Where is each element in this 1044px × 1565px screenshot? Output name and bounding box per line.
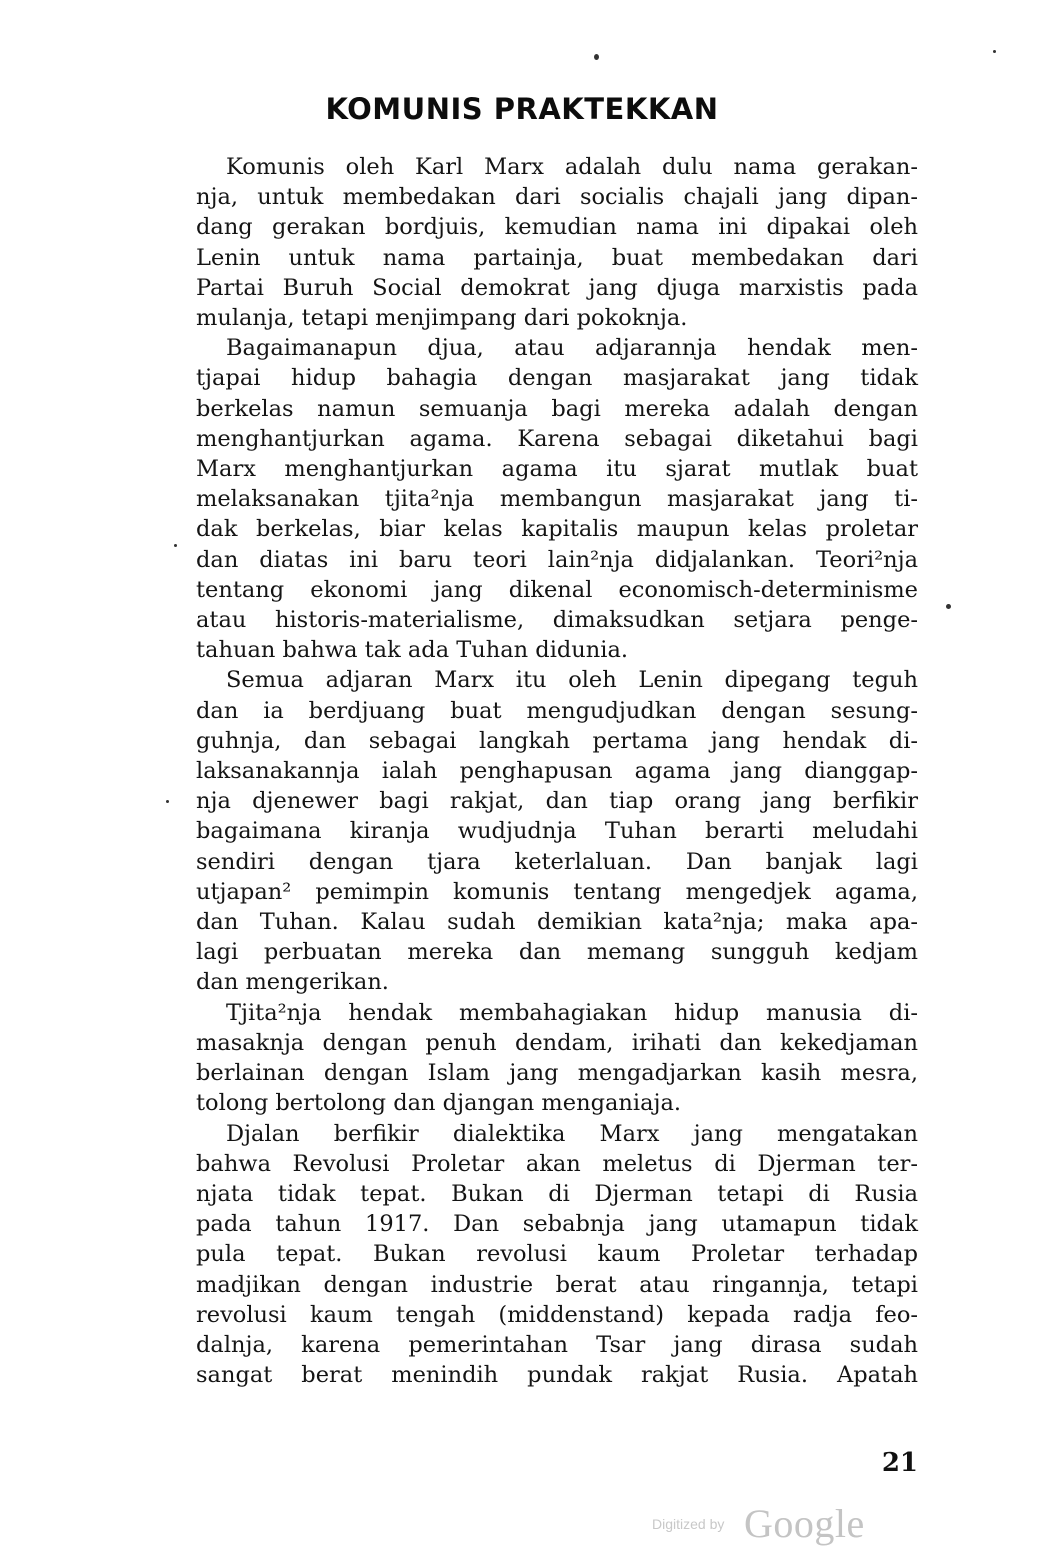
body-text xyxy=(196,152,918,1390)
page-number: 21 xyxy=(881,1448,918,1478)
text-line: utjapan² pemimpin komunis tentang mengedjek agama, xyxy=(196,878,918,905)
text-line: madjikan dengan industrie berat atau ringannja, tetapi xyxy=(196,1271,918,1298)
scan-speck xyxy=(166,800,169,803)
page-title: KOMUNIS PRAKTEKKAN xyxy=(325,92,719,126)
paragraph xyxy=(196,152,918,333)
text-line: dalnja, karena pemerintahan Tsar jang dirasa sudah xyxy=(196,1331,918,1358)
text-line: melaksanakan tjita²nja membangun masjarakat jang ti- xyxy=(196,486,918,513)
text-line: nja, untuk membedakan dari socialis chajali jang dipan- xyxy=(196,184,918,211)
text-line: sendiri dengan tjara keterlaluan. Dan banjak lagi xyxy=(196,848,918,875)
text-line: dan ia berdjuang buat mengudjudkan dengan sesung- xyxy=(196,697,918,724)
text-line: Partai Buruh Social demokrat jang djuga marxistis pada xyxy=(196,274,918,301)
text-line: dang gerakan bordjuis, kemudian nama ini dipakai oleh xyxy=(196,214,918,241)
text-line: atau historis-materialisme, dimaksudkan setjara penge- xyxy=(196,607,918,634)
text-line: nja djenewer bagi rakjat, dan tiap orang jang berfikir xyxy=(196,788,918,815)
text-line: revolusi kaum tengah (middenstand) kepada radja feo- xyxy=(196,1301,918,1328)
scan-speck xyxy=(594,54,599,60)
digitized-by-watermark xyxy=(652,1500,882,1544)
text-line: dan Tuhan. Kalau sudah demikian kata²nja; maka apa- xyxy=(196,909,918,936)
paragraph xyxy=(196,665,918,997)
text-line: Semua adjaran Marx itu oleh Lenin dipegang teguh xyxy=(226,667,918,694)
watermark-prefix: Digitized by xyxy=(652,1516,725,1532)
text-line: Bagaimanapun djua, atau adjarannja hendak men- xyxy=(226,335,918,362)
text-line: mulanja, tetapi menjimpang dari pokoknja. xyxy=(196,305,688,332)
text-line: bagaimana kiranja wudjudnja Tuhan berarti meludahi xyxy=(196,818,918,845)
text-line: berkelas namun semuanja bagi mereka adalah dengan xyxy=(196,395,918,422)
scan-speck xyxy=(946,604,951,609)
scan-speck xyxy=(174,544,177,547)
text-line: masaknja dengan penuh dendam, irihati dan kekedjaman xyxy=(196,1029,918,1056)
text-line: tjapai hidup bahagia dengan masjarakat jang tidak xyxy=(196,365,918,392)
text-line: bahwa Revolusi Proletar akan meletus di Djerman ter- xyxy=(196,1150,918,1177)
text-line: tentang ekonomi jang dikenal economisch-determinisme xyxy=(196,576,918,603)
text-line: menghantjurkan agama. Karena sebagai diketahui bagi xyxy=(196,425,918,452)
paragraph xyxy=(196,333,918,665)
paragraph xyxy=(196,998,918,1119)
text-line: dan mengerikan. xyxy=(196,969,389,996)
text-line: pula tepat. Bukan revolusi kaum Proletar terhadap xyxy=(196,1241,918,1268)
text-line: Djalan berfikir dialektika Marx jang mengatakan xyxy=(226,1120,918,1147)
text-line: tolong bertolong dan djangan menganiaja. xyxy=(196,1090,682,1117)
text-line: tahuan bahwa tak ada Tuhan didunia. xyxy=(196,637,629,664)
text-line: pada tahun 1917. Dan sebabnja jang utamapun tidak xyxy=(196,1211,918,1238)
paragraph xyxy=(196,1119,918,1391)
text-line: guhnja, dan sebagai langkah pertama jang hendak di- xyxy=(196,727,918,754)
text-line: dan diatas ini baru teori lain²nja didjalankan. Teori²nja xyxy=(196,546,918,573)
google-logo: Google xyxy=(744,1501,865,1546)
text-line: sangat berat menindih pundak rakjat Rusia. Apatah xyxy=(196,1362,918,1389)
text-line: Tjita²nja hendak membahagiakan hidup manusia di- xyxy=(226,999,918,1026)
text-line: Marx menghantjurkan agama itu sjarat mutlak buat xyxy=(196,456,918,483)
scan-speck xyxy=(993,50,996,53)
text-line: berlainan dengan Islam jang mengadjarkan kasih mesra, xyxy=(196,1060,918,1087)
text-line: njata tidak tepat. Bukan di Djerman tetapi di Rusia xyxy=(196,1180,918,1207)
text-line: laksanakannja ialah penghapusan agama jang dianggap- xyxy=(196,758,918,785)
text-line: Lenin untuk nama partainja, buat membedakan dari xyxy=(196,244,918,271)
text-line: dak berkelas, biar kelas kapitalis maupun kelas proletar xyxy=(196,516,918,543)
text-line: lagi perbuatan mereka dan memang sungguh kedjam xyxy=(196,939,918,966)
text-line: Komunis oleh Karl Marx adalah dulu nama gerakan- xyxy=(226,154,918,180)
